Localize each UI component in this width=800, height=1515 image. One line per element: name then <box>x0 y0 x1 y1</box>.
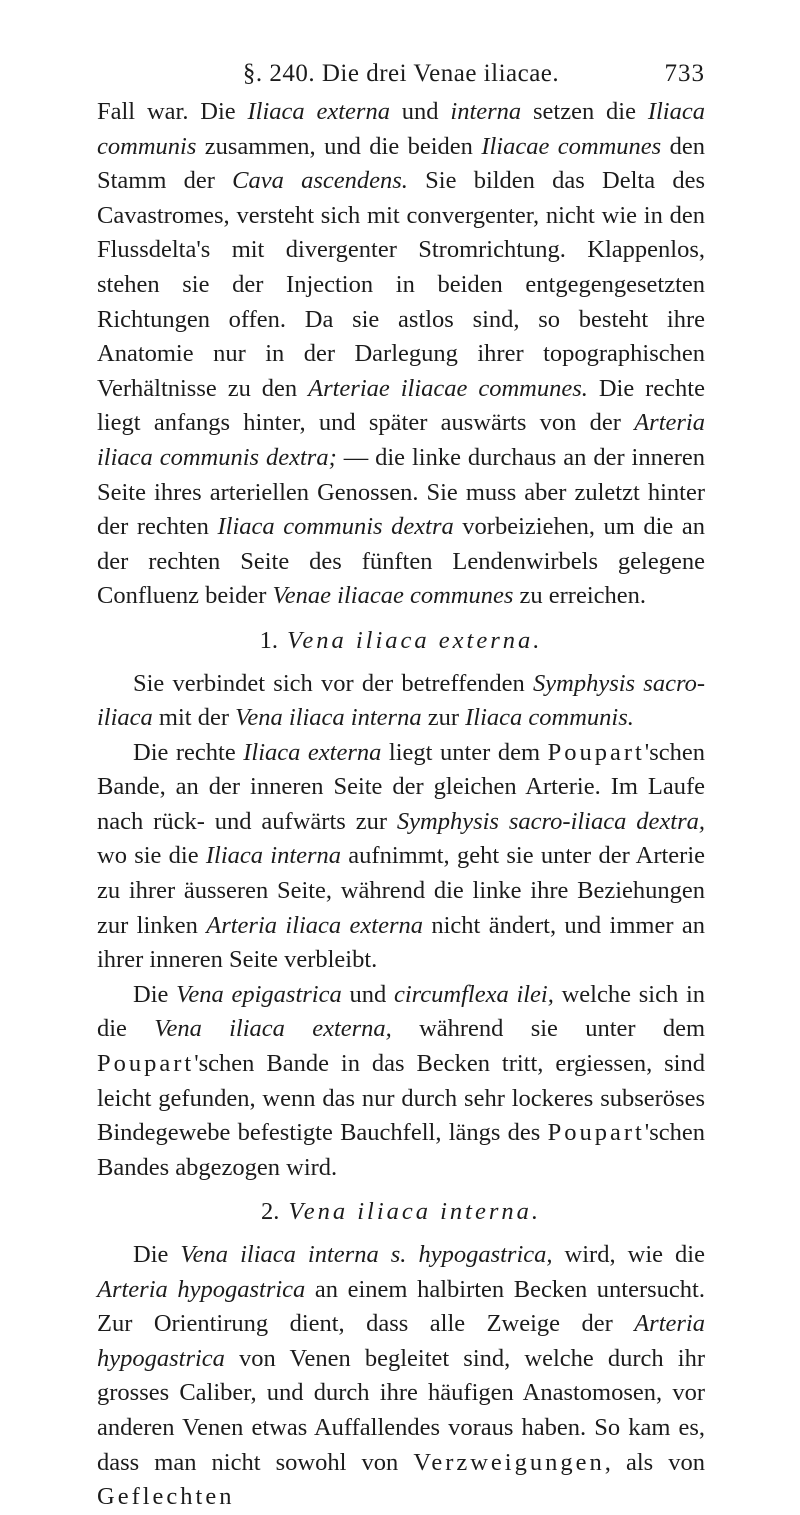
latin-term: Vena epigastrica <box>176 980 342 1008</box>
latin-term: Iliaca communis dextra <box>217 513 454 541</box>
latin-term: Arteria iliaca communis dextra; <box>97 409 705 471</box>
page-number: 733 <box>664 60 705 87</box>
text-run: mit der <box>152 704 236 732</box>
section-number: 2. <box>260 1198 280 1226</box>
running-head-title: §. 240. Die drei Venae iliacae. <box>242 60 560 87</box>
latin-term: Iliaca externa <box>243 738 382 766</box>
latin-term: Arteria iliaca externa <box>206 911 424 939</box>
text-run: Die <box>133 980 177 1008</box>
text-run: liegt unter dem <box>381 738 548 766</box>
text-run: vorbeiziehen, um die an der rechten Seite des fünften Lendenwirbels gelegene Confluenz beider <box>97 513 705 610</box>
latin-term: Arteriae iliacae communes. <box>308 374 588 402</box>
latin-term: Iliaca interna <box>205 842 342 870</box>
body-text <box>97 95 705 1515</box>
text-run: zur <box>421 704 466 732</box>
section-title: Vena iliaca externa. <box>287 626 543 654</box>
text-run: zusammen, und die beiden <box>196 132 482 160</box>
latin-term: interna <box>450 98 522 125</box>
text-run: — die linke durchaus an der inneren Seite ihres arteriellen Genossen. Sie muss aber zuletzt hinter der rechten <box>97 443 705 541</box>
latin-term: Arteria hypogastrica <box>97 1275 306 1303</box>
text-run: Die rechte liegt anfangs hinter, und später auswärts von der <box>97 374 705 437</box>
text-run: nicht ändert, und immer an ihrer inneren Seite verbleibt. <box>97 911 705 974</box>
running-head <box>97 0 705 95</box>
latin-term: Symphysis sacro-iliaca dextra, <box>396 807 705 835</box>
text-run: Die rechte <box>133 738 244 766</box>
latin-term: Arteria hypogastrica <box>97 1310 705 1372</box>
spaced-name: Poupart <box>547 1119 645 1147</box>
text-run: den Stamm der <box>97 132 705 195</box>
latin-term: Vena iliaca interna <box>235 704 422 732</box>
text-run: und <box>389 98 451 125</box>
text-run: wird, wie die <box>552 1241 705 1268</box>
section-heading-1 <box>97 624 705 659</box>
latin-term: Iliaca communis. <box>465 704 634 732</box>
spaced-word: Verzweigungen <box>413 1448 605 1476</box>
text-run: von Venen begleitet sind, welche durch ihr grosses Caliber, und durch ihre häufigen Anastomosen, vor anderen Venen etwas Auffallendes voraus haben. So kam es, dass man nicht sowohl von <box>97 1344 705 1476</box>
latin-term: Iliaca externa <box>247 98 390 125</box>
latin-term: circumflexa ilei, <box>393 980 554 1008</box>
latin-term: Symphysis sacro-iliaca <box>97 669 705 732</box>
latin-term: Cava ascendens. <box>232 167 408 195</box>
text-run: Die <box>133 1241 181 1268</box>
text-run: Sie bilden das Delta des Cavastromes, versteht sich mit convergenter, nicht wie in den Flussdelta's mit divergenter Stromrichtung. Klappenlos, stehen sie der Injection in beiden entgegengesetzten Richtungen offen. Da sie astlos sind, so besteht ihre Anatomie nur in der Darlegung ihrer topographischen Verhältnisse zu den <box>97 167 705 402</box>
section-number: 1. <box>259 626 278 654</box>
text-run: Sie verbindet sich vor der betreffenden <box>133 669 533 697</box>
paragraph-4 <box>97 978 705 1186</box>
text-run: 'schen Bande in das Becken tritt, ergiessen, sind leicht gefunden, wenn das nur durch sehr lockeres subseröses Bindegewebe befestigte Bauchfell, längs des <box>97 1050 705 1147</box>
spaced-word: Geflechten <box>97 1483 235 1511</box>
text-run: 'schen Bandes abgezogen wird. <box>97 1119 705 1181</box>
spaced-name: Poupart <box>97 1050 195 1078</box>
section-heading-2 <box>97 1195 705 1230</box>
text-run: , als von <box>604 1448 705 1476</box>
text-run: welche sich in die <box>97 980 705 1043</box>
section-title: Vena iliaca interna. <box>288 1198 542 1226</box>
paragraph-1 <box>97 95 705 614</box>
spaced-name: Poupart <box>547 738 645 766</box>
latin-term: Venae iliacae communes <box>272 582 514 610</box>
latin-term: Iliaca communis <box>97 98 705 160</box>
text-run: und <box>341 980 394 1008</box>
text-run: Fall war. Die <box>97 98 248 125</box>
latin-term: Iliacae communes <box>481 132 662 160</box>
latin-term: Vena iliaca externa, <box>154 1015 392 1043</box>
text-run: wo sie die <box>97 842 206 870</box>
text-run: aufnimmt, geht sie unter der Arterie zu ihrer äusseren Seite, während die linke ihre Beziehungen zur linken <box>97 842 706 939</box>
paragraph-5 <box>97 1238 705 1515</box>
latin-term: Vena iliaca interna s. hypogastrica, <box>180 1241 553 1268</box>
text-run: 'schen Bande, an der inneren Seite der gleichen Arterie. Im Laufe nach rück- und aufwärts zur <box>97 738 705 835</box>
text-run: zu erreichen. <box>513 582 646 610</box>
text-run: an einem halbirten Becken untersucht. Zur Orientirung dient, dass alle Zweige der <box>97 1275 705 1338</box>
paragraph-2 <box>97 667 705 736</box>
paragraph-3 <box>97 736 705 978</box>
text-run: während sie unter dem <box>391 1015 705 1043</box>
text-run: setzen die <box>521 98 648 125</box>
